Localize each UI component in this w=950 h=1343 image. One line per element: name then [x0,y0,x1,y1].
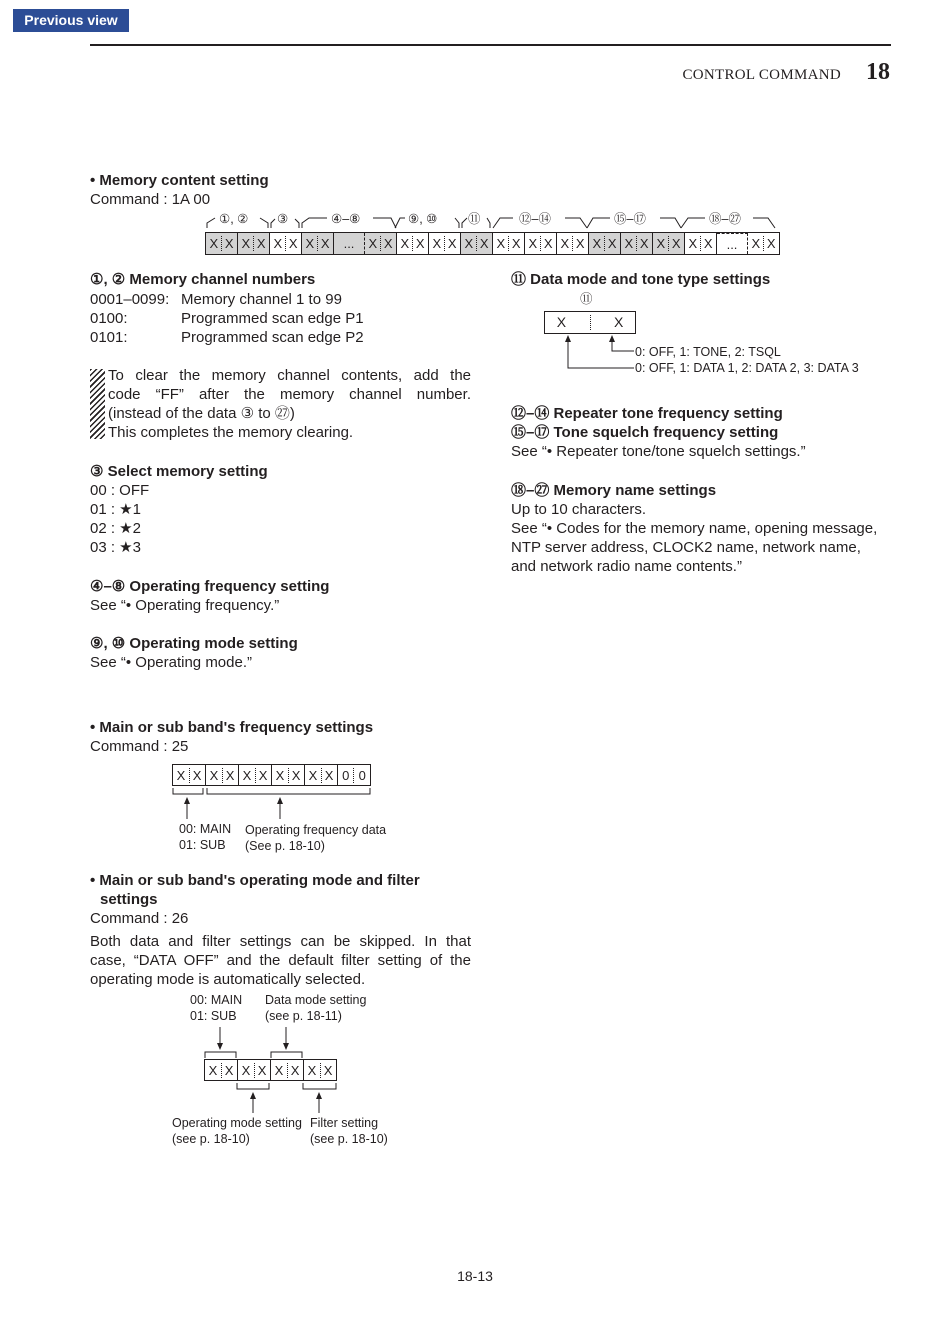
header-rule [90,44,891,46]
group-brackets [205,209,777,231]
band-freq-brackets [170,786,375,822]
tone-squelch-heading: ⑮–⑰ Tone squelch frequency setting [511,424,779,441]
previous-view-button[interactable]: Previous view [13,9,129,32]
cell: X X [365,233,397,254]
cell-ellipsis: ... [334,233,365,254]
cell: X X [271,1060,304,1080]
clear-note: To clear the memory channel contents, add the code “FF” after the memory channel number. (instead of the data ③ to ㉗) This completes the memory clearing. [108,367,471,441]
cell: X X [206,765,239,785]
cell: X X [305,765,338,785]
repeater-text: See “• Repeater tone/tone squelch settings.” [511,443,806,460]
mem-name-line: Up to 10 characters. [511,501,647,518]
memory-command-cells [205,232,780,255]
cell: X X [238,1060,271,1080]
group-label-15-17: ⑮–⑰ [614,212,646,226]
band-freq-cells [172,764,371,786]
band-mode-heading-cont: settings [100,891,158,908]
band-mode-data-ref: (see p. 18-11) [265,1009,342,1023]
op-mode-text: See “• Operating mode.” [90,654,252,671]
repeater-heading: ⑫–⑭ Repeater tone frequency setting [511,405,783,422]
data-mode-cell: X X [544,311,636,334]
band-mode-bottom-arrows [200,1081,340,1115]
band-freq-sub-label: 01: SUB [179,838,226,852]
op-freq-text: See “• Operating frequency.” [90,597,280,614]
cell: X X [270,233,302,254]
mem-name-line: See “• Codes for the memory name, opening message, [511,520,878,537]
band-mode-sub-label: 01: SUB [190,1009,237,1023]
page-number: 18-13 [457,1268,493,1284]
cell: X X [589,233,621,254]
band-freq-heading: • Main or sub band's frequency settings [90,719,374,736]
band-mode-op-label: Operating mode setting [172,1116,302,1130]
group-label-12-14: ⑫–⑭ [519,212,551,226]
band-mode-heading: • Main or sub band's operating mode and filter [90,872,420,889]
band-mode-filter-label: Filter setting [310,1116,379,1130]
band-mode-main-label: 00: MAIN [190,993,243,1007]
cell: X X [206,233,238,254]
select-memory-row: 02 : ★2 [90,520,141,537]
memory-content-heading: • Memory content setting [90,172,269,189]
chapter-number: 18 [866,59,890,85]
cell: X X [304,1060,337,1080]
data-mode-line2: 0: OFF, 1: DATA 1, 2: DATA 2, 3: DATA 3 [635,361,859,375]
data-mode-label: ⑪ [580,292,593,306]
cell: X X [272,765,305,785]
mem-channel-desc-3: Programmed scan edge P2 [181,329,364,346]
memory-content-command: Command : 1A 00 [90,191,211,208]
mem-channel-desc-1: Memory channel 1 to 99 [181,291,342,308]
band-mode-cells [204,1059,337,1081]
cell: X X [685,233,717,254]
group-label-9-10: ⑨, ⑩ [408,212,438,226]
cell: X X [461,233,493,254]
cell: X X [397,233,429,254]
data-mode-line1: 0: OFF, 1: TONE, 2: TSQL [635,345,781,359]
select-memory-row: 00 : OFF [90,482,150,499]
cell: 0 0 [338,765,371,785]
data-mode-arrows [560,334,640,374]
select-memory-row: 01 : ★1 [90,501,141,518]
cell: X X [621,233,653,254]
cell: X X [748,233,780,254]
cell: X X [239,765,272,785]
band-freq-data-label: Operating frequency data [245,823,387,837]
band-mode-data-label: Data mode setting [265,993,367,1007]
band-mode-paragraph: Both data and filter settings can be skipped. In that case, “DATA OFF” and the default filter setting of the operating mode is automatically selected. [90,933,471,988]
select-memory-heading: ③ Select memory setting [90,463,268,480]
mem-channel-heading: ①, ② Memory channel numbers [90,271,316,288]
band-freq-ref-label: (See p. 18-10) [245,839,325,853]
chapter-title: CONTROL COMMAND [682,67,841,83]
cell: X X [238,233,270,254]
mem-channel-code-3: 0101: [90,329,128,346]
cell: X X [205,1060,238,1080]
group-label-4-8: ④–⑧ [331,212,361,226]
cell: X X [557,233,589,254]
cell: X X [302,233,334,254]
cell-ellipsis: ... [717,233,748,254]
band-mode-command: Command : 26 [90,910,189,927]
group-label-18-27: ⑱–㉗ [709,212,741,226]
data-mode-heading: ⑪ Data mode and tone type settings [511,271,771,288]
memory-group-labels [205,209,777,231]
note-icon [90,369,105,439]
band-freq-main-label: 00: MAIN [179,822,232,836]
group-label-3: ③ [277,212,289,226]
select-memory-row: 03 : ★3 [90,539,141,556]
band-mode-op-ref: (see p. 18-10) [172,1132,250,1146]
band-mode-filter-ref: (see p. 18-10) [310,1132,388,1146]
cell: X X [493,233,525,254]
mem-name-line: NTP server address, CLOCK2 name, network name, [511,539,861,556]
band-mode-top-arrows [200,1026,340,1060]
mem-channel-code-2: 0100: [90,310,128,327]
group-label-11: ⑪ [468,212,481,226]
mem-channel-desc-2: Programmed scan edge P1 [181,310,364,327]
cell: X X [525,233,557,254]
mem-name-heading: ⑱–㉗ Memory name settings [511,482,717,499]
op-mode-heading: ⑨, ⑩ Operating mode setting [90,635,298,652]
cell: X X [173,765,206,785]
band-freq-command: Command : 25 [90,738,189,755]
mem-channel-code-1: 0001–0099: [90,291,170,308]
op-freq-heading: ④–⑧ Operating frequency setting [90,578,330,595]
group-label-1-2: ①, ② [219,212,249,226]
cell: X X [653,233,685,254]
cell: X X [429,233,461,254]
mem-name-line: and network radio name contents.” [511,558,742,575]
